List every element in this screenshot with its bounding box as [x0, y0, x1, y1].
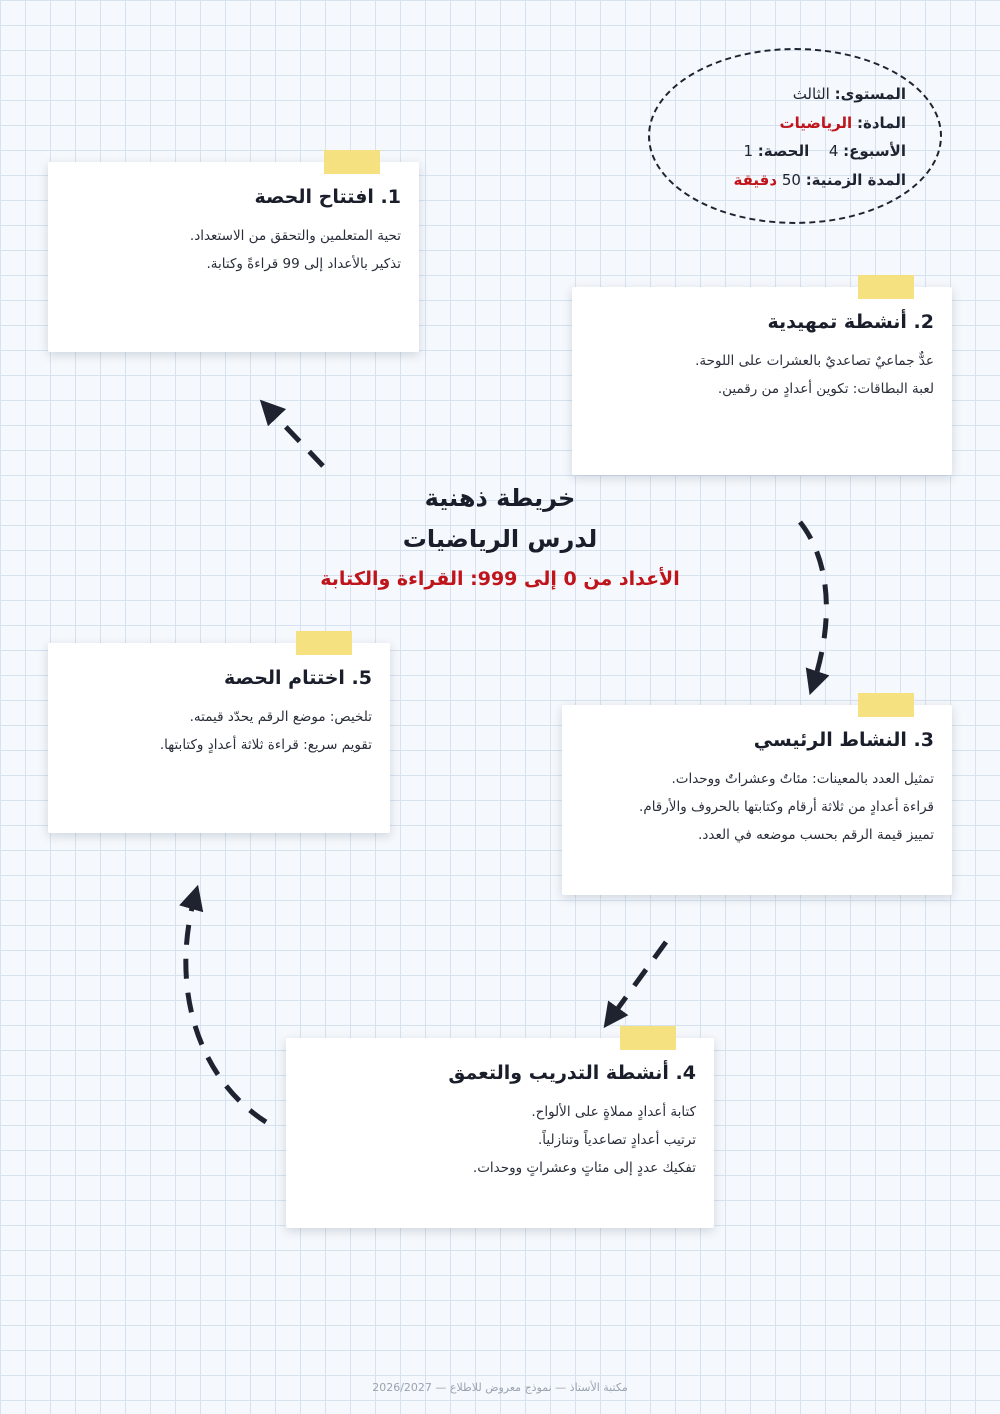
card-item: تفكيك عددٍ إلى مئاتٍ وعشراتٍ ووحدات. — [472, 1160, 696, 1176]
duration-unit: دقيقة — [733, 170, 778, 189]
lesson-subtitle: الأعداد من 0 إلى 999: القراءة والكتابة — [320, 568, 680, 590]
mindmap-center-title — [250, 478, 750, 598]
card-item: عدٌّ جماعيٌ تصاعديٌ بالعشرات على اللوحة. — [695, 353, 934, 369]
level-value: الثالث — [792, 85, 830, 103]
session-value: 1 — [743, 142, 754, 160]
card-warmup — [572, 287, 952, 475]
card-item: تذكير بالأعداد إلى 99 قراءةً وكتابة. — [206, 256, 401, 272]
duration-line — [650, 166, 906, 195]
week-value: 4 — [828, 142, 839, 160]
level-label: المستوى: — [834, 85, 906, 103]
card-item: قراءة أعدادٍ من ثلاثة أرقام وكتابتها بالحروف والأرقام. — [639, 799, 934, 815]
card-title: 1. افتتاح الحصة — [254, 186, 401, 208]
tape-strip — [296, 631, 352, 655]
card-title: 3. النشاط الرئيسي — [753, 729, 934, 751]
card-item: ترتيب أعدادٍ تصاعدياً وتنازلياً. — [538, 1132, 696, 1148]
lesson-info-oval — [648, 48, 942, 224]
tape-strip — [620, 1026, 676, 1050]
title-line-1: خريطة ذهنية — [424, 484, 576, 512]
subject-label: المادة: — [856, 113, 906, 132]
card-title: 4. أنشطة التدريب والتعمق — [448, 1062, 696, 1084]
card-item: تحية المتعلمين والتحقق من الاستعداد. — [189, 228, 401, 244]
card-main-activity — [562, 705, 952, 895]
duration-label: المدة الزمنية: — [805, 170, 906, 189]
tape-strip — [324, 150, 380, 174]
card-item: تلخيص: موضع الرقم يحدّد قيمته. — [189, 709, 372, 725]
duration-value: 50 — [781, 170, 801, 189]
card-title: 5. اختتام الحصة — [223, 667, 372, 689]
card-item: لعبة البطاقات: تكوين أعدادٍ من رقمين. — [717, 381, 934, 397]
card-item: تمييز قيمة الرقم بحسب موضعه في العدد. — [698, 827, 934, 843]
card-item: كتابة أعدادٍ مملاةٍ على الألواح. — [531, 1104, 696, 1120]
arrow-to-card1 — [265, 405, 323, 466]
arrow-to-card3 — [800, 522, 826, 688]
tape-strip — [858, 693, 914, 717]
tape-strip — [858, 275, 914, 299]
card-title: 2. أنشطة تمهيدية — [767, 311, 934, 333]
week-label: الأسبوع: — [843, 142, 906, 160]
session-label: الحصة: — [757, 142, 810, 160]
level-line — [650, 80, 906, 109]
subject-value: الرياضيات — [779, 113, 853, 132]
card-opening — [48, 162, 419, 352]
week-session-line — [650, 137, 906, 166]
card-closing — [48, 643, 390, 833]
arrow-to-card5 — [186, 892, 266, 1122]
card-item: تمثيل العدد بالمعينات: مئاتٌ وعشراتٌ ووحدات. — [671, 771, 934, 787]
page-footer: مكتبة الأستاذ — نموذج معروض للاطلاع — 2026/2027 — [372, 1381, 628, 1394]
card-practice — [286, 1038, 714, 1228]
subject-line — [650, 109, 906, 138]
card-item: تقويم سريع: قراءة ثلاثة أعدادٍ وكتابتها. — [159, 737, 372, 753]
arrow-to-card4 — [608, 942, 666, 1022]
title-line-2: لدرس الرياضيات — [402, 525, 598, 553]
